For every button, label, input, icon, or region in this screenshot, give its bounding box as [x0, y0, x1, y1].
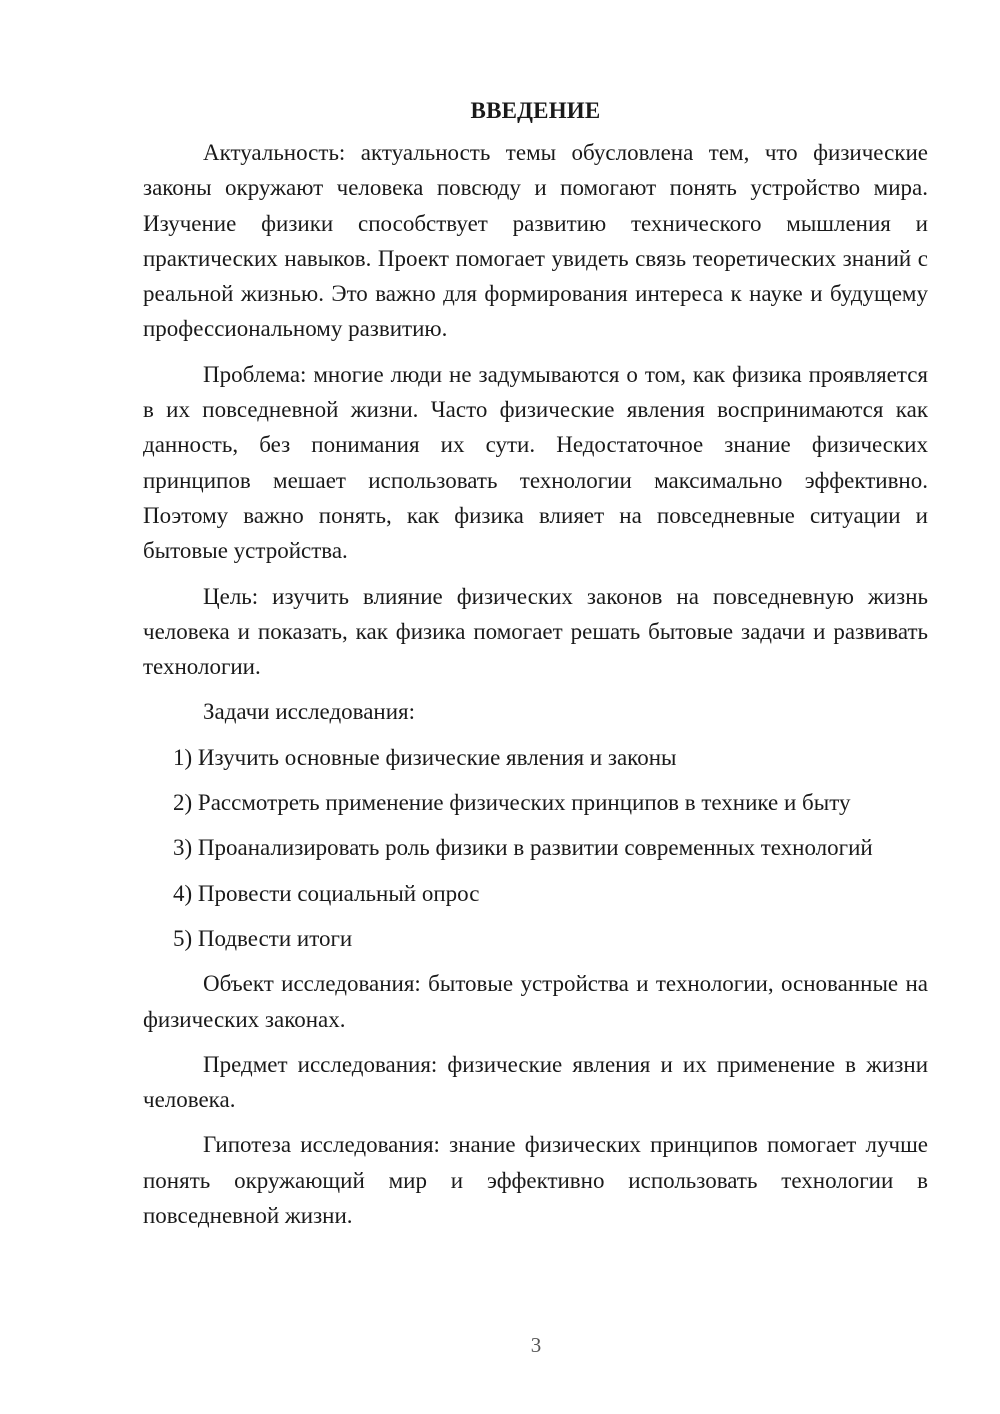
- task-item: 4) Провести социальный опрос: [173, 880, 480, 906]
- page-number: 3: [530, 1333, 542, 1357]
- paragraph-goal: Цель: изучить влияние физических законов на повседневную жизнь человека и показать, как физика помогает решать бытовые задачи и развивать технологии.: [143, 583, 928, 680]
- task-item: 1) Изучить основные физические явления и законы: [173, 744, 677, 770]
- paragraph-subject: Предмет исследования: физические явления и их применение в жизни человека.: [143, 1051, 928, 1113]
- paragraph-problem: Проблема: многие люди не задумываются о том, как физика проявляется в их повседневной жизни. Часто физические явления воспринимаются как данность, без понимания их сути. Недостаточное знание физических принципов мешает использовать технологии максимально эффективно. Поэтому важно понять, как физика влияет на повседневные ситуации и бытовые устройства.: [143, 361, 928, 564]
- paragraph-hypothesis: Гипотеза исследования: знание физических принципов помогает лучше понять окружающий мир и эффективно использовать технологии в повседневной жизни.: [143, 1132, 928, 1229]
- paragraph-object: Объект исследования: бытовые устройства и технологии, основанные на физических законах.: [143, 971, 928, 1032]
- task-item: 2) Рассмотреть применение физических принципов в технике и быту: [173, 790, 851, 816]
- paragraph-relevance: Актуальность: актуальность темы обусловлена тем, что физические законы окружают человека повсюду и помогают понять устройство мира. Изучение физики способствует развитию технического мышления и практических навыков. Проект помогает увидеть связь теоретических знаний с реальной жизнью. Это важно для формирования интереса к науке и будущему профессиональному развитию.: [143, 140, 928, 342]
- page-content: [143, 96, 928, 1243]
- task-item: 5) Подвести итоги: [173, 925, 353, 951]
- task-item: 3) Проанализировать роль физики в развитии современных технологий: [173, 835, 873, 861]
- section-heading: ВВЕДЕНИЕ: [470, 98, 601, 123]
- paragraph-tasks-heading: Задачи исследования:: [203, 699, 416, 725]
